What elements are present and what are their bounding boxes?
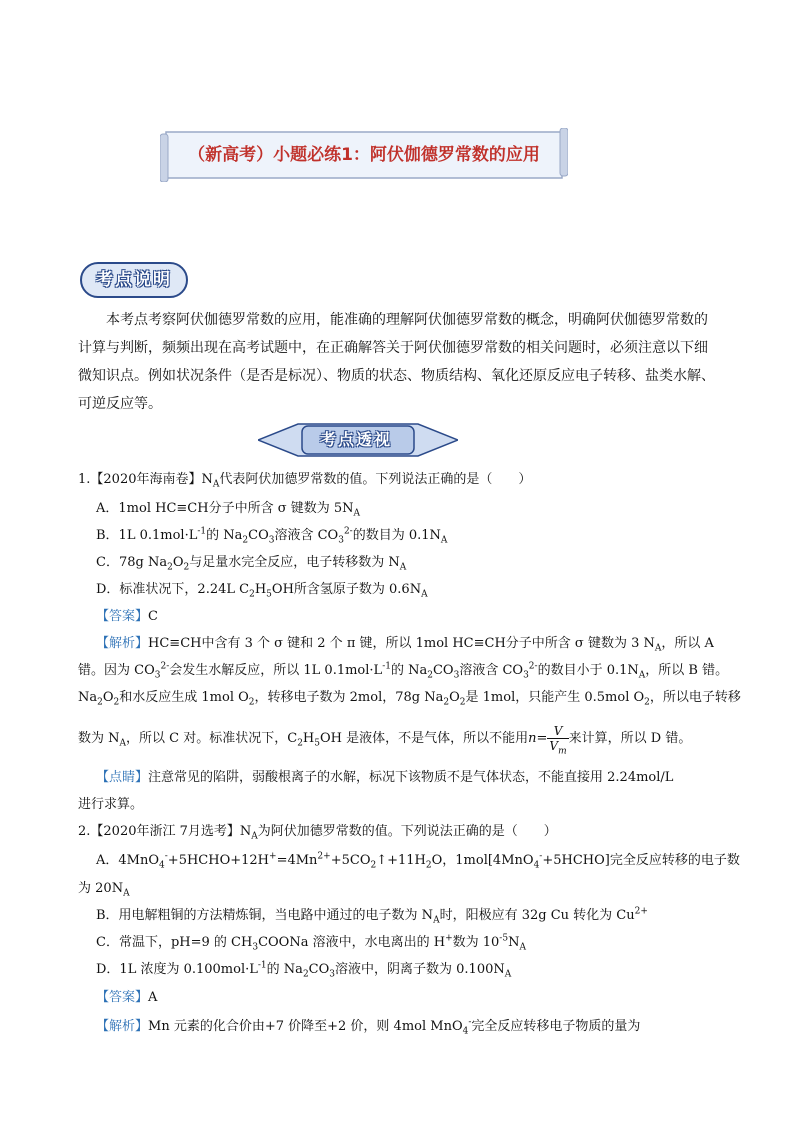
q2-option-a-line-1: A．$4MnO_4^-+5HCHO+12H^+=4Mn^{2+}+5CO_2↑+11H_2O$，1mol[4MnO$_4$-+5HCHO]完全反应转移的电子数 bbox=[96, 851, 740, 871]
q1-option-d: D．标准状况下，2.24L $C_2H_5OH$所含氢原子数为 $0.6N_A$ bbox=[96, 582, 428, 600]
section-badge-label: 考点说明 bbox=[96, 270, 172, 290]
q2-answer: 【答案】A bbox=[96, 990, 158, 1005]
q1-analysis-line-4: 数为 $N_A$，所以 C 对。标准状况下，$C_2H_5OH$ 是液体，不是气体，所以不能用n= $\frac{V}{V_m}$ 来计算，所以 D 错。 bbox=[78, 724, 692, 757]
q1-point-line-2: 进行求算。 bbox=[78, 797, 144, 812]
q2-option-d: D．1L 浓度为 $0.100mol\cdot L^{-1}$的 $Na_2CO_3$溶液中，阴离子数为 $0.100N_A$ bbox=[96, 960, 512, 980]
q1-point-line-1: 【点睛】注意常见的陷阱，弱酸根离子的水解，标况下该物质不是气体状态，不能直接用 2.24mol/L bbox=[96, 770, 674, 785]
page-title: （新高考）小题必练1：阿伏伽德罗常数的应用 bbox=[188, 145, 540, 165]
q1-option-a: A．1mol HC≡CH分子中所含 σ 键数为 $5N_A$ bbox=[96, 501, 360, 519]
volume-fraction: $\frac{V}{V_m}$ bbox=[549, 724, 567, 757]
q1-option-c: C．78g $Na_2O_2$与足量水完全反应，电子转移数为 $N_A$ bbox=[96, 555, 407, 573]
q1-analysis-line-1: 【解析】HC≡CH中含有 3 个 σ 键和 2 个 π 键，所以 1mol HC≡CH分子中所含 σ 键数为 3 $N_A$，所以 A bbox=[96, 636, 714, 654]
intro-paragraph: 本考点考察阿伏伽德罗常数的应用，能准确的理解阿伏伽德罗常数的概念，明确阿伏伽德罗常数的计算与判断，频频出现在高考试题中，在正确解答关于阿伏伽德罗常数的相关问题时，必须注意以下细微知识点。例如状况条件（是否是标况）、物质的状态、物质结构、氧化还原反应电子转移、盐类水解、可逆反应等。 bbox=[78, 312, 715, 412]
q1-analysis-line-3: $Na_2O_2$和水反应生成 1mol $O_2$，转移电子数为 2mol，78g $Na_2O_2$是 1mol，只能产生 0.5mol $O_2$，所以电子转移 bbox=[78, 690, 741, 708]
q1-analysis-line-2: 错。因为 $CO_3^{2-}$会发生水解反应，所以 1L $0.1mol\cdot L^{-1}$的 $Na_2CO_3$溶液含 $CO_3^{2-}$的数目小于 $0.1N_A$，所以 B 错。 bbox=[78, 661, 729, 681]
q1-answer: 【答案】C bbox=[96, 609, 158, 624]
q2-option-a-line-2: 为 $20N_A$ bbox=[78, 881, 130, 899]
q2-analysis-line-1: 【解析】Mn 元素的化合价由+7 价降至+2 价，则 4mol MnO$_4$-完全反应转移电子物质的量为 bbox=[96, 1017, 641, 1037]
q2-option-c: C．常温下，pH=9 的 $CH_3COONa$ 溶液中，水电离出的 H+数为 $10^{-5}N_A$ bbox=[96, 933, 526, 953]
section-ribbon-label: 考点透视 bbox=[319, 430, 392, 449]
q2-stem: 2.【2020年浙江 7月选考】$N_A$为阿伏加德罗常数的值。下列说法正确的是（ ） bbox=[78, 824, 557, 842]
q1-stem: 1.【2020年海南卷】$N_A$代表阿伏加德罗常数的值。下列说法正确的是（ ） bbox=[78, 472, 532, 490]
q1-option-b: B．1L $0.1mol\cdot L^{-1}$的 $Na_2CO_3$溶液含 $CO_3^{2-}$的数目为 $0.1N_A$ bbox=[96, 526, 448, 546]
q2-option-b: B．用电解粗铜的方法精炼铜，当电路中通过的电子数为 $N_A$时，阳极应有 32g Cu 转化为 $Cu^{2+}$ bbox=[96, 906, 648, 926]
